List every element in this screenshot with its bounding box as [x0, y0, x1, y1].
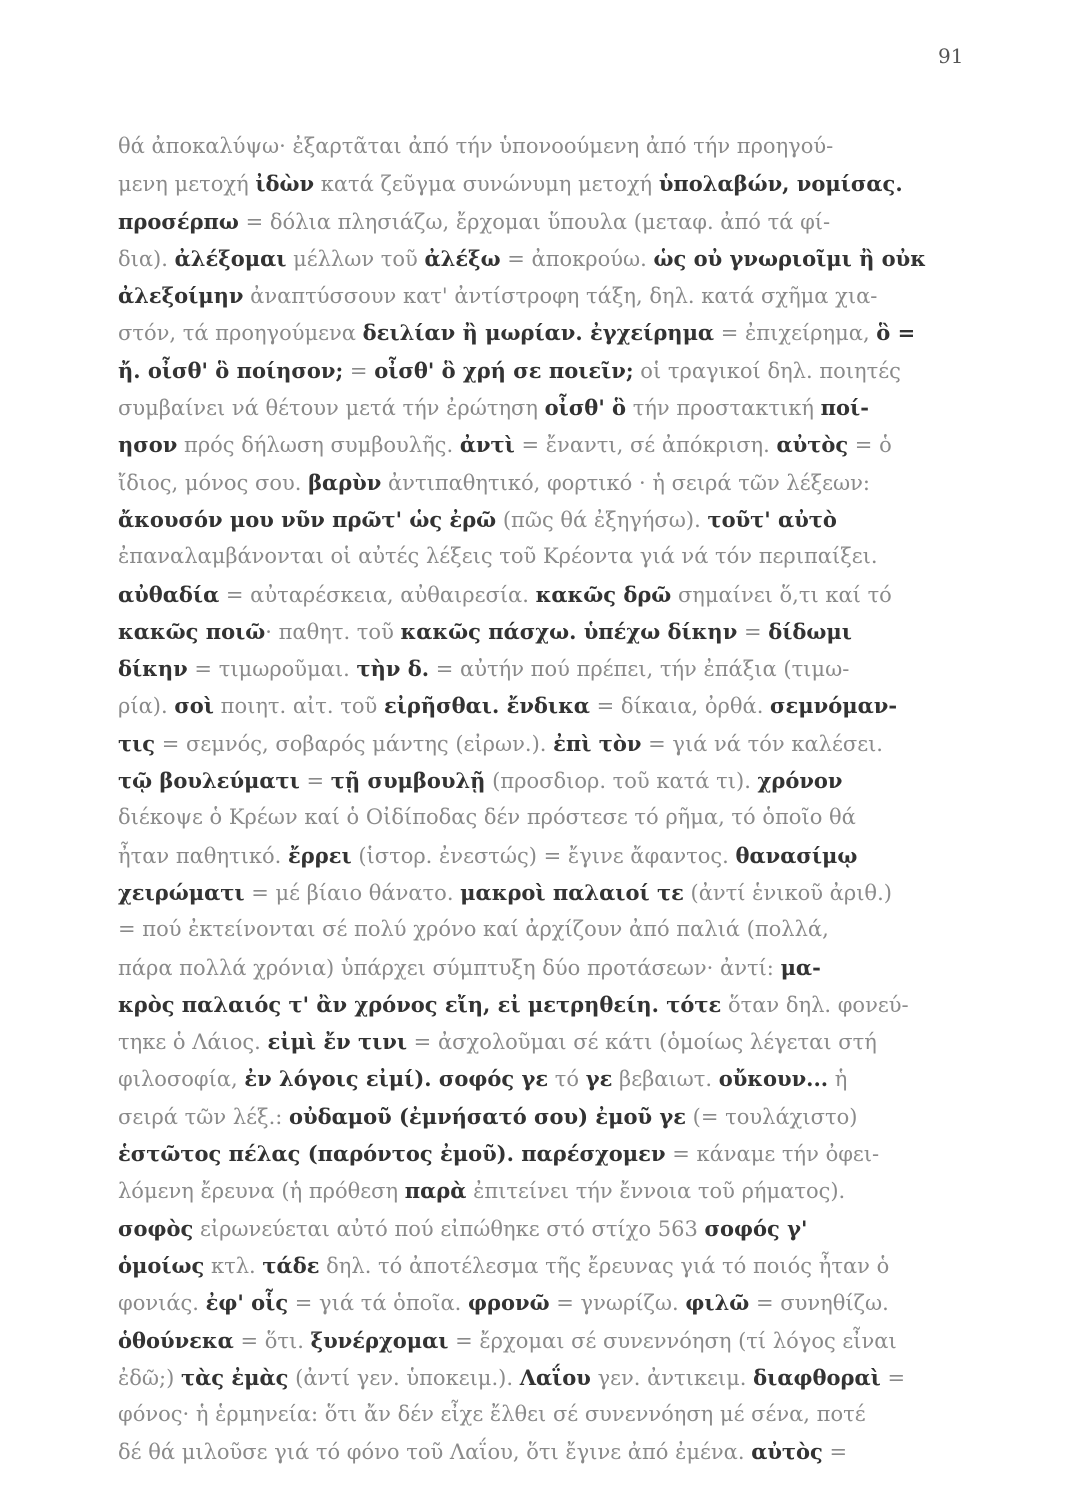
- gloss: δέ θά μιλοῦσε γιά τό φόνο τοῦ Λαΐου, ὅτι ἔγινε ἀπό ἐμένα.: [118, 1440, 752, 1465]
- lemma: ὡς οὐ γνωριοῖμι ἢ οὐκ: [653, 245, 926, 271]
- text-line: [118, 1247, 980, 1284]
- lemma: τις: [118, 730, 156, 756]
- lemma: κρὸς παλαιός τ' ἂν χρόνος εἴη, εἰ μετρηθείη. τότε: [118, 991, 722, 1017]
- lemma: χειρώματι: [118, 879, 245, 905]
- text-line: [118, 949, 980, 986]
- gloss: = ἐπιχείρημα,: [714, 321, 877, 346]
- text-line: [118, 426, 980, 463]
- text-line: [118, 874, 980, 911]
- gloss: (προσδιορ. τοῦ κατά τι).: [485, 769, 758, 794]
- lemma: ἑστῶτος πέλας (παρόντος ἐμοῦ). παρέσχομεν: [118, 1141, 666, 1167]
- lemma: ὑπολαβών, νομίσας.: [658, 171, 903, 197]
- gloss: βεβαιωτ.: [612, 1067, 719, 1092]
- gloss: εἰρωνεύεται αὐτό πού εἰπώθηκε στό στίχο 563: [193, 1216, 705, 1241]
- gloss: πρός δήλωση συμβουλῆς.: [177, 433, 460, 458]
- gloss: = ἔρχομαι σέ συνεννόηση (τί λόγος εἶναι: [448, 1328, 897, 1353]
- lemma: χρόνον: [757, 768, 843, 794]
- lemma: δειλίαν ἢ μωρίαν. ἐγχείρημα: [362, 320, 715, 346]
- gloss: δηλ. τό ἀποτέλεσμα τῆς ἔρευνας γιά τό ποιός ἦταν ὁ: [319, 1253, 890, 1278]
- gloss: ἴδιος, μόνος σου.: [118, 470, 309, 495]
- text-line: [118, 687, 980, 724]
- gloss: τό: [548, 1067, 586, 1092]
- text-line: [118, 165, 980, 202]
- gloss: ἡ: [828, 1067, 848, 1092]
- gloss: = ὁ: [848, 433, 892, 458]
- lemma: μακροὶ παλαιοί τε: [460, 879, 684, 905]
- lemma: ἀλεξοίμην: [118, 283, 244, 309]
- lemma: ἀλέξω: [424, 245, 501, 271]
- gloss: = ὅτι.: [233, 1328, 311, 1353]
- gloss: γεν. ἀντικειμ.: [590, 1365, 754, 1390]
- lemma: σοφός γ': [704, 1215, 808, 1241]
- gloss: θά ἀποκαλύψω· ἐξαρτᾶται ἀπό τήν ὑπονοούμενη ἀπό τήν προηγού-: [118, 134, 834, 158]
- gloss: = πού ἐκτείνονται σέ πολύ χρόνο καί ἀρχίζουν ἀπό παλιά (πολλά,: [118, 917, 829, 942]
- lemma: ἤ. οἶσθ' ὃ ποίησον;: [118, 357, 344, 383]
- text-line: [118, 277, 980, 314]
- lemma: εἰρῆσθαι. ἔνδικα: [383, 693, 590, 719]
- lemma: οὔκουν...: [718, 1066, 829, 1092]
- lemma: σοφὸς: [118, 1215, 194, 1241]
- text-line: [118, 613, 980, 650]
- text-line: [118, 128, 980, 165]
- lemma: φιλῶ: [685, 1290, 750, 1316]
- gloss: μέλλων τοῦ: [286, 246, 425, 271]
- gloss: κατά ζεῦγμα συνώνυμη μετοχή: [314, 172, 659, 197]
- lemma: ἄκουσόν μου νῦν πρῶτ' ὡς ἐρῶ: [118, 506, 497, 532]
- lemma: ἐν λόγοις εἰμί). σοφός γε: [244, 1066, 549, 1092]
- lemma: φρονῶ: [468, 1290, 550, 1316]
- commentary-text: [118, 128, 980, 1471]
- text-line: [118, 501, 980, 538]
- gloss: φιλοσοφία,: [118, 1067, 245, 1092]
- gloss: οἱ τραγικοί δηλ. ποιητές: [633, 358, 901, 383]
- gloss: = ἀσχολοῦμαι σέ κάτι (ὁμοίως λέγεται στή: [407, 1030, 877, 1055]
- gloss: πάρα πολλά χρόνια) ὑπάρχει σύμπτυξη δύο προτάσεων· ἀντί:: [118, 955, 781, 980]
- text-line: [118, 1433, 980, 1470]
- text-line: [118, 352, 980, 389]
- text-line: [118, 1135, 980, 1172]
- gloss: ἀντιπαθητικό, φορτικό · ἡ σειρά τῶν λέξεων:: [381, 470, 871, 495]
- text-line: [118, 389, 980, 426]
- gloss: = αὐτήν πού πρέπει, τήν ἐπάξια (τιμω-: [429, 657, 850, 682]
- gloss: δια).: [118, 246, 175, 271]
- text-line: [118, 538, 980, 575]
- lemma: τῷ βουλεύματι: [118, 768, 300, 794]
- lemma: τὴν δ.: [356, 656, 430, 682]
- text-line: [118, 1098, 980, 1135]
- lemma: τῇ συμβουλῇ: [330, 768, 486, 794]
- lemma: ἔρρει: [288, 842, 352, 868]
- lemma: τὰς ἐμὰς: [180, 1364, 289, 1390]
- text-line: [118, 986, 980, 1023]
- gloss: ἦταν παθητικό.: [118, 843, 288, 868]
- lemma: ἀλέξομαι: [174, 245, 287, 271]
- gloss: ὅταν δηλ. φονεύ-: [721, 992, 909, 1017]
- lemma: τάδε: [262, 1252, 320, 1278]
- lemma: οἶσθ' ὃ: [544, 395, 627, 421]
- lemma: ἐπὶ τὸν: [553, 730, 642, 756]
- lemma: μα-: [780, 954, 821, 980]
- gloss: = ἀποκρούω.: [500, 246, 654, 271]
- text-line: [118, 314, 980, 351]
- gloss: (ἱστορ. ἐνεστώς) = ἔγινε ἄφαντος.: [351, 843, 736, 868]
- text-line: [118, 799, 980, 836]
- gloss: σειρά τῶν λέξ.:: [118, 1104, 290, 1129]
- gloss: = κάναμε τήν ὀφει-: [665, 1142, 880, 1167]
- gloss: ἐπιτείνει τήν ἔννοια τοῦ ρήματος).: [466, 1179, 846, 1204]
- lemma: ὁθούνεκα: [118, 1327, 234, 1353]
- gloss: (ἀντί ἑνικοῦ ἀριθ.): [683, 880, 892, 905]
- lemma: αὐθαδία: [118, 581, 220, 607]
- gloss: = μέ βίαιο θάνατο.: [244, 880, 461, 905]
- gloss: = γνωρίζω.: [549, 1291, 686, 1316]
- lemma: ξυνέρχομαι: [310, 1327, 449, 1353]
- lemma: διαφθοραὶ: [753, 1364, 881, 1390]
- gloss: ἐπαναλαμβάνονται οἱ αὐτές λέξεις τοῦ Κρέοντα γιά νά τόν περιπαίξει.: [118, 544, 878, 569]
- lemma: Λαΐου: [519, 1364, 591, 1390]
- lemma: ἐφ' οἷς: [205, 1290, 289, 1316]
- lemma: γε: [585, 1066, 613, 1092]
- text-line: [118, 1396, 980, 1433]
- gloss: =: [299, 769, 331, 794]
- lemma: ὃ =: [876, 320, 916, 346]
- gloss: ἀναπτύσσουν κατ' ἀντίστροφη τάξη, δηλ. κατά σχῆμα χια-: [243, 284, 878, 309]
- text-line: [118, 464, 980, 501]
- text-line: [118, 1322, 980, 1359]
- lemma: ησον: [118, 432, 178, 458]
- gloss: = γιά τά ὁποῖα.: [288, 1291, 469, 1316]
- lemma: ἰδὼν: [255, 171, 315, 197]
- text-line: [118, 1284, 980, 1321]
- lemma: βαρὺν: [308, 469, 382, 495]
- gloss: =: [343, 358, 375, 383]
- text-line: [118, 1359, 980, 1396]
- lemma: ὁμοίως: [118, 1252, 205, 1278]
- gloss: (ἀντί γεν. ὑποκειμ.).: [288, 1365, 520, 1390]
- gloss: = συνηθίζω.: [749, 1291, 889, 1316]
- gloss: (πῶς θά ἐξηγήσω).: [496, 507, 708, 532]
- gloss: = ἔναντι, σέ ἀπόκριση.: [514, 433, 777, 458]
- lemma: δίκην: [118, 656, 188, 682]
- lemma: αὐτὸς: [776, 432, 849, 458]
- gloss: στόν, τά προηγούμενα: [118, 321, 363, 346]
- text-line: [118, 725, 980, 762]
- gloss: ποιητ. αἰτ. τοῦ: [213, 694, 384, 719]
- text-line: [118, 837, 980, 874]
- text-line: [118, 1210, 980, 1247]
- gloss: = γιά νά τόν καλέσει.: [641, 731, 883, 756]
- gloss: τήν προστακτική: [626, 396, 821, 421]
- gloss: = αὐταρέσκεια, αὐθαιρεσία.: [219, 582, 536, 607]
- text-line: [118, 650, 980, 687]
- lemma: ποί-: [820, 395, 869, 421]
- lemma: αὐτὸς: [751, 1439, 823, 1465]
- gloss: συμβαίνει νά θέτουν μετά τήν ἐρώτηση: [118, 396, 545, 421]
- lemma: εἰμὶ ἔν τινι: [267, 1029, 407, 1055]
- lemma: οἶσθ' ὃ χρή σε ποιεῖν;: [374, 357, 634, 383]
- gloss: =: [880, 1365, 906, 1390]
- text-line: [118, 1060, 980, 1097]
- lemma: οὐδαμοῦ (ἐμνήσατό σου) ἐμοῦ γε: [289, 1103, 686, 1129]
- text-line: [118, 240, 980, 277]
- gloss: φονιάς.: [118, 1291, 206, 1316]
- lemma: δίδωμι: [768, 618, 852, 644]
- gloss: = τιμωροῦμαι.: [187, 657, 357, 682]
- gloss: = δίκαια, ὀρθά.: [589, 694, 771, 719]
- lemma: κακῶς πάσχω. ὑπέχω δίκην: [400, 618, 738, 644]
- gloss: · παθητ. τοῦ: [265, 619, 401, 644]
- page-number: 91: [938, 44, 964, 68]
- gloss: ἐδῶ;): [118, 1365, 181, 1390]
- gloss: μενη μετοχή: [118, 172, 256, 197]
- gloss: ρία).: [118, 694, 175, 719]
- text-line: [118, 576, 980, 613]
- lemma: παρὰ: [404, 1178, 467, 1204]
- gloss: = σεμνός, σοβαρός μάντης (εἰρων.).: [155, 731, 554, 756]
- lemma: κακῶς ποιῶ: [118, 618, 266, 644]
- text-line: [118, 762, 980, 799]
- gloss: =: [822, 1440, 848, 1465]
- gloss: σημαίνει ὅ,τι καί τό: [671, 582, 892, 607]
- gloss: (= τουλάχιστο): [686, 1104, 858, 1129]
- lemma: κακῶς δρῶ: [535, 581, 672, 607]
- gloss: φόνος· ἡ ἑρμηνεία: ὅτι ἄν δέν εἶχε ἔλθει σέ συνεννόηση μέ σένα, ποτέ: [118, 1402, 866, 1427]
- gloss: κτλ.: [204, 1253, 263, 1278]
- gloss: τηκε ὁ Λάιος.: [118, 1030, 268, 1055]
- lemma: σεμνόμαν-: [770, 693, 898, 719]
- text-line: [118, 1172, 980, 1209]
- text-line: [118, 911, 980, 948]
- gloss: διέκοψε ὁ Κρέων καί ὁ Οἰδίποδας δέν πρόστεσε τό ρῆμα, τό ὁποῖο θά: [118, 805, 856, 830]
- lemma: θανασίμῳ: [735, 842, 858, 868]
- text-line: [118, 203, 980, 240]
- gloss: =: [737, 619, 769, 644]
- gloss: λόμενη ἔρευνα (ἡ πρόθεση: [118, 1179, 405, 1204]
- lemma: προσέρπω: [118, 208, 239, 234]
- lemma: ἀντὶ: [459, 432, 515, 458]
- gloss: = δόλια πλησιάζω, ἔρχομαι ὕπουλα (μεταφ. ἀπό τά φί-: [238, 209, 831, 234]
- text-line: [118, 1023, 980, 1060]
- lemma: τοῦτ' αὐτὸ: [707, 506, 837, 532]
- lemma: σοὶ: [174, 693, 214, 719]
